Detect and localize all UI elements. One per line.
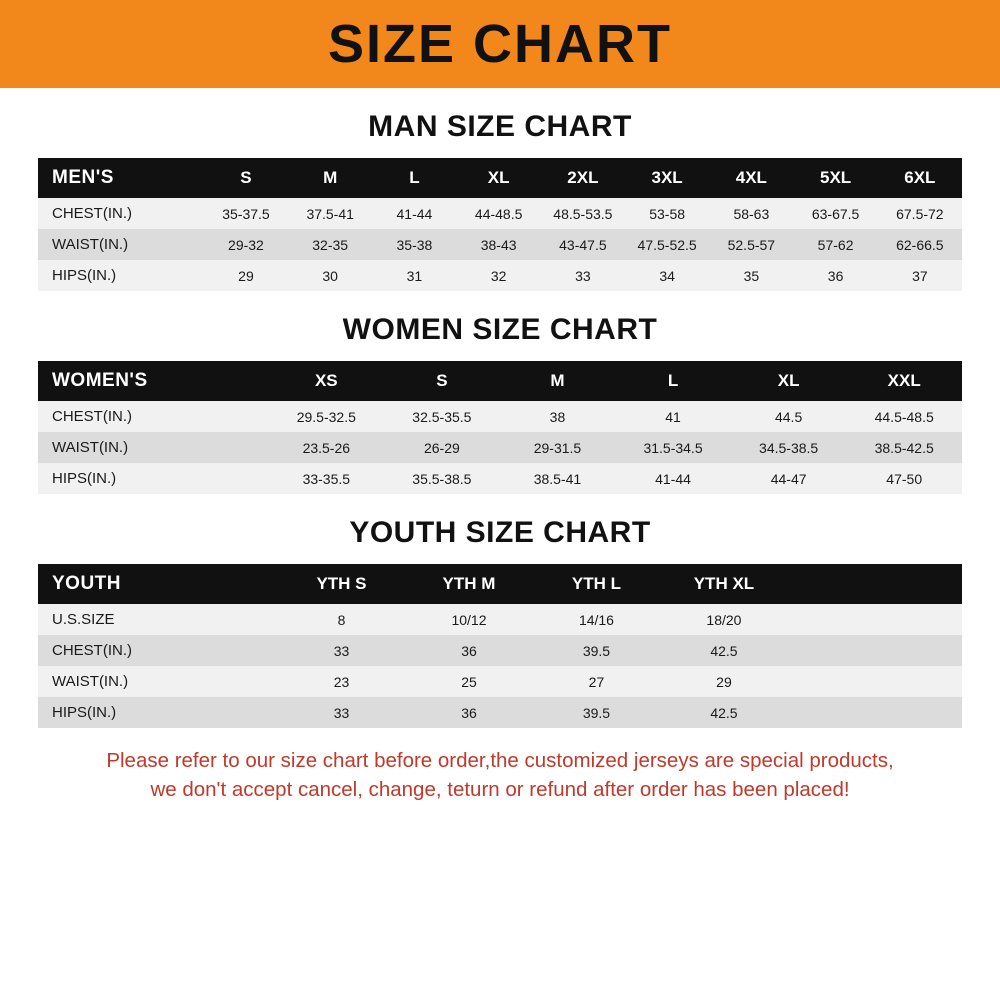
table-cell: 42.5 bbox=[710, 704, 738, 721]
table-header-cell: WOMEN'S bbox=[52, 370, 148, 391]
youth-size-table bbox=[38, 564, 962, 728]
table-row bbox=[38, 635, 962, 666]
table-cell: 39.5 bbox=[582, 704, 611, 721]
table-cell: 35 bbox=[743, 267, 760, 284]
table-cell: 52.5-57 bbox=[727, 236, 776, 253]
table-header-cell: 2XL bbox=[567, 168, 599, 187]
table-header-spacer bbox=[788, 564, 962, 604]
table-cell: HIPS(IN.) bbox=[52, 704, 117, 721]
table-cell: HIPS(IN.) bbox=[52, 267, 117, 284]
table-header-cell: MEN'S bbox=[52, 167, 114, 188]
table-cell: 33-35.5 bbox=[302, 470, 351, 487]
table-cell: 36 bbox=[827, 267, 844, 284]
table-cell: 32.5-35.5 bbox=[412, 408, 472, 425]
table-cell: 62-66.5 bbox=[896, 236, 944, 253]
table-cell-spacer bbox=[788, 697, 962, 728]
section-title-youth: YOUTH SIZE CHART bbox=[349, 516, 651, 549]
section-title-women: WOMEN SIZE CHART bbox=[342, 313, 658, 346]
table-cell: 33 bbox=[333, 642, 350, 659]
table-cell: 63-67.5 bbox=[811, 205, 860, 222]
table-cell: 37 bbox=[912, 267, 928, 284]
table-header-cell: YTH M bbox=[442, 574, 496, 593]
table-header-cell: XL bbox=[487, 168, 510, 187]
table-cell: 42.5 bbox=[710, 642, 738, 659]
table-cell: WAIST(IN.) bbox=[52, 236, 129, 253]
section-man bbox=[0, 88, 1000, 291]
table-header-cell: 5XL bbox=[819, 168, 852, 187]
table-row bbox=[38, 604, 962, 635]
table-row bbox=[38, 260, 962, 291]
table-cell: 35-38 bbox=[396, 236, 433, 253]
table-cell: HIPS(IN.) bbox=[52, 470, 117, 487]
table-cell: CHEST(IN.) bbox=[52, 205, 132, 222]
table-header-row bbox=[38, 361, 962, 401]
table-header-cell: L bbox=[409, 168, 420, 187]
table-header-cell: XS bbox=[314, 371, 338, 390]
section-women bbox=[0, 291, 1000, 494]
table-header-cell: S bbox=[240, 168, 252, 187]
table-header-cell: 3XL bbox=[651, 168, 683, 187]
footer-note bbox=[0, 746, 1000, 804]
table-cell: U.S.SIZE bbox=[52, 611, 115, 628]
table-header-cell: XL bbox=[777, 371, 800, 390]
table-cell: 35.5-38.5 bbox=[412, 470, 472, 487]
table-header-cell: YTH XL bbox=[693, 574, 755, 593]
table-cell: 29-32 bbox=[228, 236, 264, 253]
table-header-cell: YTH S bbox=[316, 574, 367, 593]
table-header-cell: XXL bbox=[887, 371, 921, 390]
table-cell: 29.5-32.5 bbox=[296, 408, 356, 425]
table-cell: 18/20 bbox=[706, 611, 742, 628]
table-cell: 29-31.5 bbox=[533, 439, 582, 456]
table-header-cell: 6XL bbox=[904, 168, 936, 187]
table-cell: CHEST(IN.) bbox=[52, 642, 132, 659]
table-cell: 38.5-42.5 bbox=[874, 439, 934, 456]
table-cell: 32-35 bbox=[312, 236, 349, 253]
table-cell: 47.5-52.5 bbox=[637, 236, 697, 253]
table-cell: 44.5 bbox=[774, 408, 803, 425]
table-cell: 31 bbox=[406, 267, 423, 284]
footer-note-line-2: we don't accept cancel, change, teturn or refund after order has been placed! bbox=[150, 778, 850, 802]
table-cell: WAIST(IN.) bbox=[52, 439, 129, 456]
table-header-cell: YTH L bbox=[571, 574, 622, 593]
footer-note-line-1: Please refer to our size chart before order,the customized jerseys are special products, bbox=[106, 749, 894, 772]
table-cell-spacer bbox=[788, 635, 962, 666]
table-cell: 44-48.5 bbox=[474, 205, 523, 222]
table-cell: 31.5-34.5 bbox=[643, 439, 703, 456]
page-banner bbox=[0, 0, 1000, 88]
table-cell: 29 bbox=[716, 673, 732, 690]
table-cell: 35-37.5 bbox=[222, 205, 270, 222]
table-cell: 38.5-41 bbox=[533, 470, 582, 487]
page-title: SIZE CHART bbox=[328, 14, 672, 74]
table-cell: 25 bbox=[461, 673, 477, 690]
table-cell: 36 bbox=[461, 704, 477, 721]
table-header-cell: M bbox=[550, 371, 565, 390]
section-youth bbox=[0, 494, 1000, 728]
table-row bbox=[38, 463, 962, 494]
table-cell: 39.5 bbox=[582, 642, 611, 659]
table-cell: 57-62 bbox=[817, 236, 854, 253]
table-header-cell: S bbox=[436, 371, 448, 390]
table-header-cell: 4XL bbox=[735, 168, 767, 187]
table-cell: 67.5-72 bbox=[896, 205, 944, 222]
table-row bbox=[38, 666, 962, 697]
table-cell: 34.5-38.5 bbox=[759, 439, 819, 456]
table-header-cell: L bbox=[667, 371, 679, 390]
table-cell: 14/16 bbox=[578, 611, 614, 628]
table-cell: 26-29 bbox=[423, 439, 460, 456]
table-cell: 44-47 bbox=[770, 470, 807, 487]
table-cell: 36 bbox=[461, 642, 477, 659]
table-cell: 41-44 bbox=[396, 205, 433, 222]
table-cell: 23 bbox=[333, 673, 350, 690]
man-size-table bbox=[38, 158, 962, 291]
table-row bbox=[38, 432, 962, 463]
table-cell: 33 bbox=[575, 267, 591, 284]
table-cell: 30 bbox=[322, 267, 338, 284]
table-cell: 8 bbox=[337, 611, 346, 628]
table-cell: 29 bbox=[238, 267, 254, 284]
table-cell: WAIST(IN.) bbox=[52, 673, 129, 690]
table-cell: 44.5-48.5 bbox=[874, 408, 934, 425]
table-cell: 34 bbox=[659, 267, 675, 284]
table-cell: 41-44 bbox=[655, 470, 691, 487]
table-cell: 32 bbox=[490, 267, 507, 284]
table-row bbox=[38, 229, 962, 260]
table-cell-spacer bbox=[788, 666, 962, 697]
table-row bbox=[38, 401, 962, 432]
table-cell: 37.5-41 bbox=[306, 205, 354, 222]
table-cell-spacer bbox=[788, 604, 962, 635]
table-row bbox=[38, 697, 962, 728]
table-cell: 27 bbox=[588, 673, 605, 690]
table-cell: 38 bbox=[549, 408, 566, 425]
table-header-cell: YOUTH bbox=[52, 573, 121, 594]
women-size-table bbox=[38, 361, 962, 494]
section-title-man: MAN SIZE CHART bbox=[368, 110, 632, 143]
table-cell: 43-47.5 bbox=[559, 236, 607, 253]
table-cell: 47-50 bbox=[886, 470, 923, 487]
table-cell: 33 bbox=[333, 704, 350, 721]
table-cell: 41 bbox=[665, 408, 681, 425]
table-cell: CHEST(IN.) bbox=[52, 408, 132, 425]
table-cell: 48.5-53.5 bbox=[553, 205, 613, 222]
table-header-cell: M bbox=[323, 168, 338, 187]
table-cell: 53-58 bbox=[649, 205, 686, 222]
table-cell: 10/12 bbox=[451, 611, 487, 628]
table-row bbox=[38, 198, 962, 229]
table-cell: 38-43 bbox=[480, 236, 517, 253]
table-header-row bbox=[38, 564, 962, 604]
table-cell: 58-63 bbox=[733, 205, 770, 222]
table-cell: 23.5-26 bbox=[302, 439, 351, 456]
table-header-row bbox=[38, 158, 962, 198]
